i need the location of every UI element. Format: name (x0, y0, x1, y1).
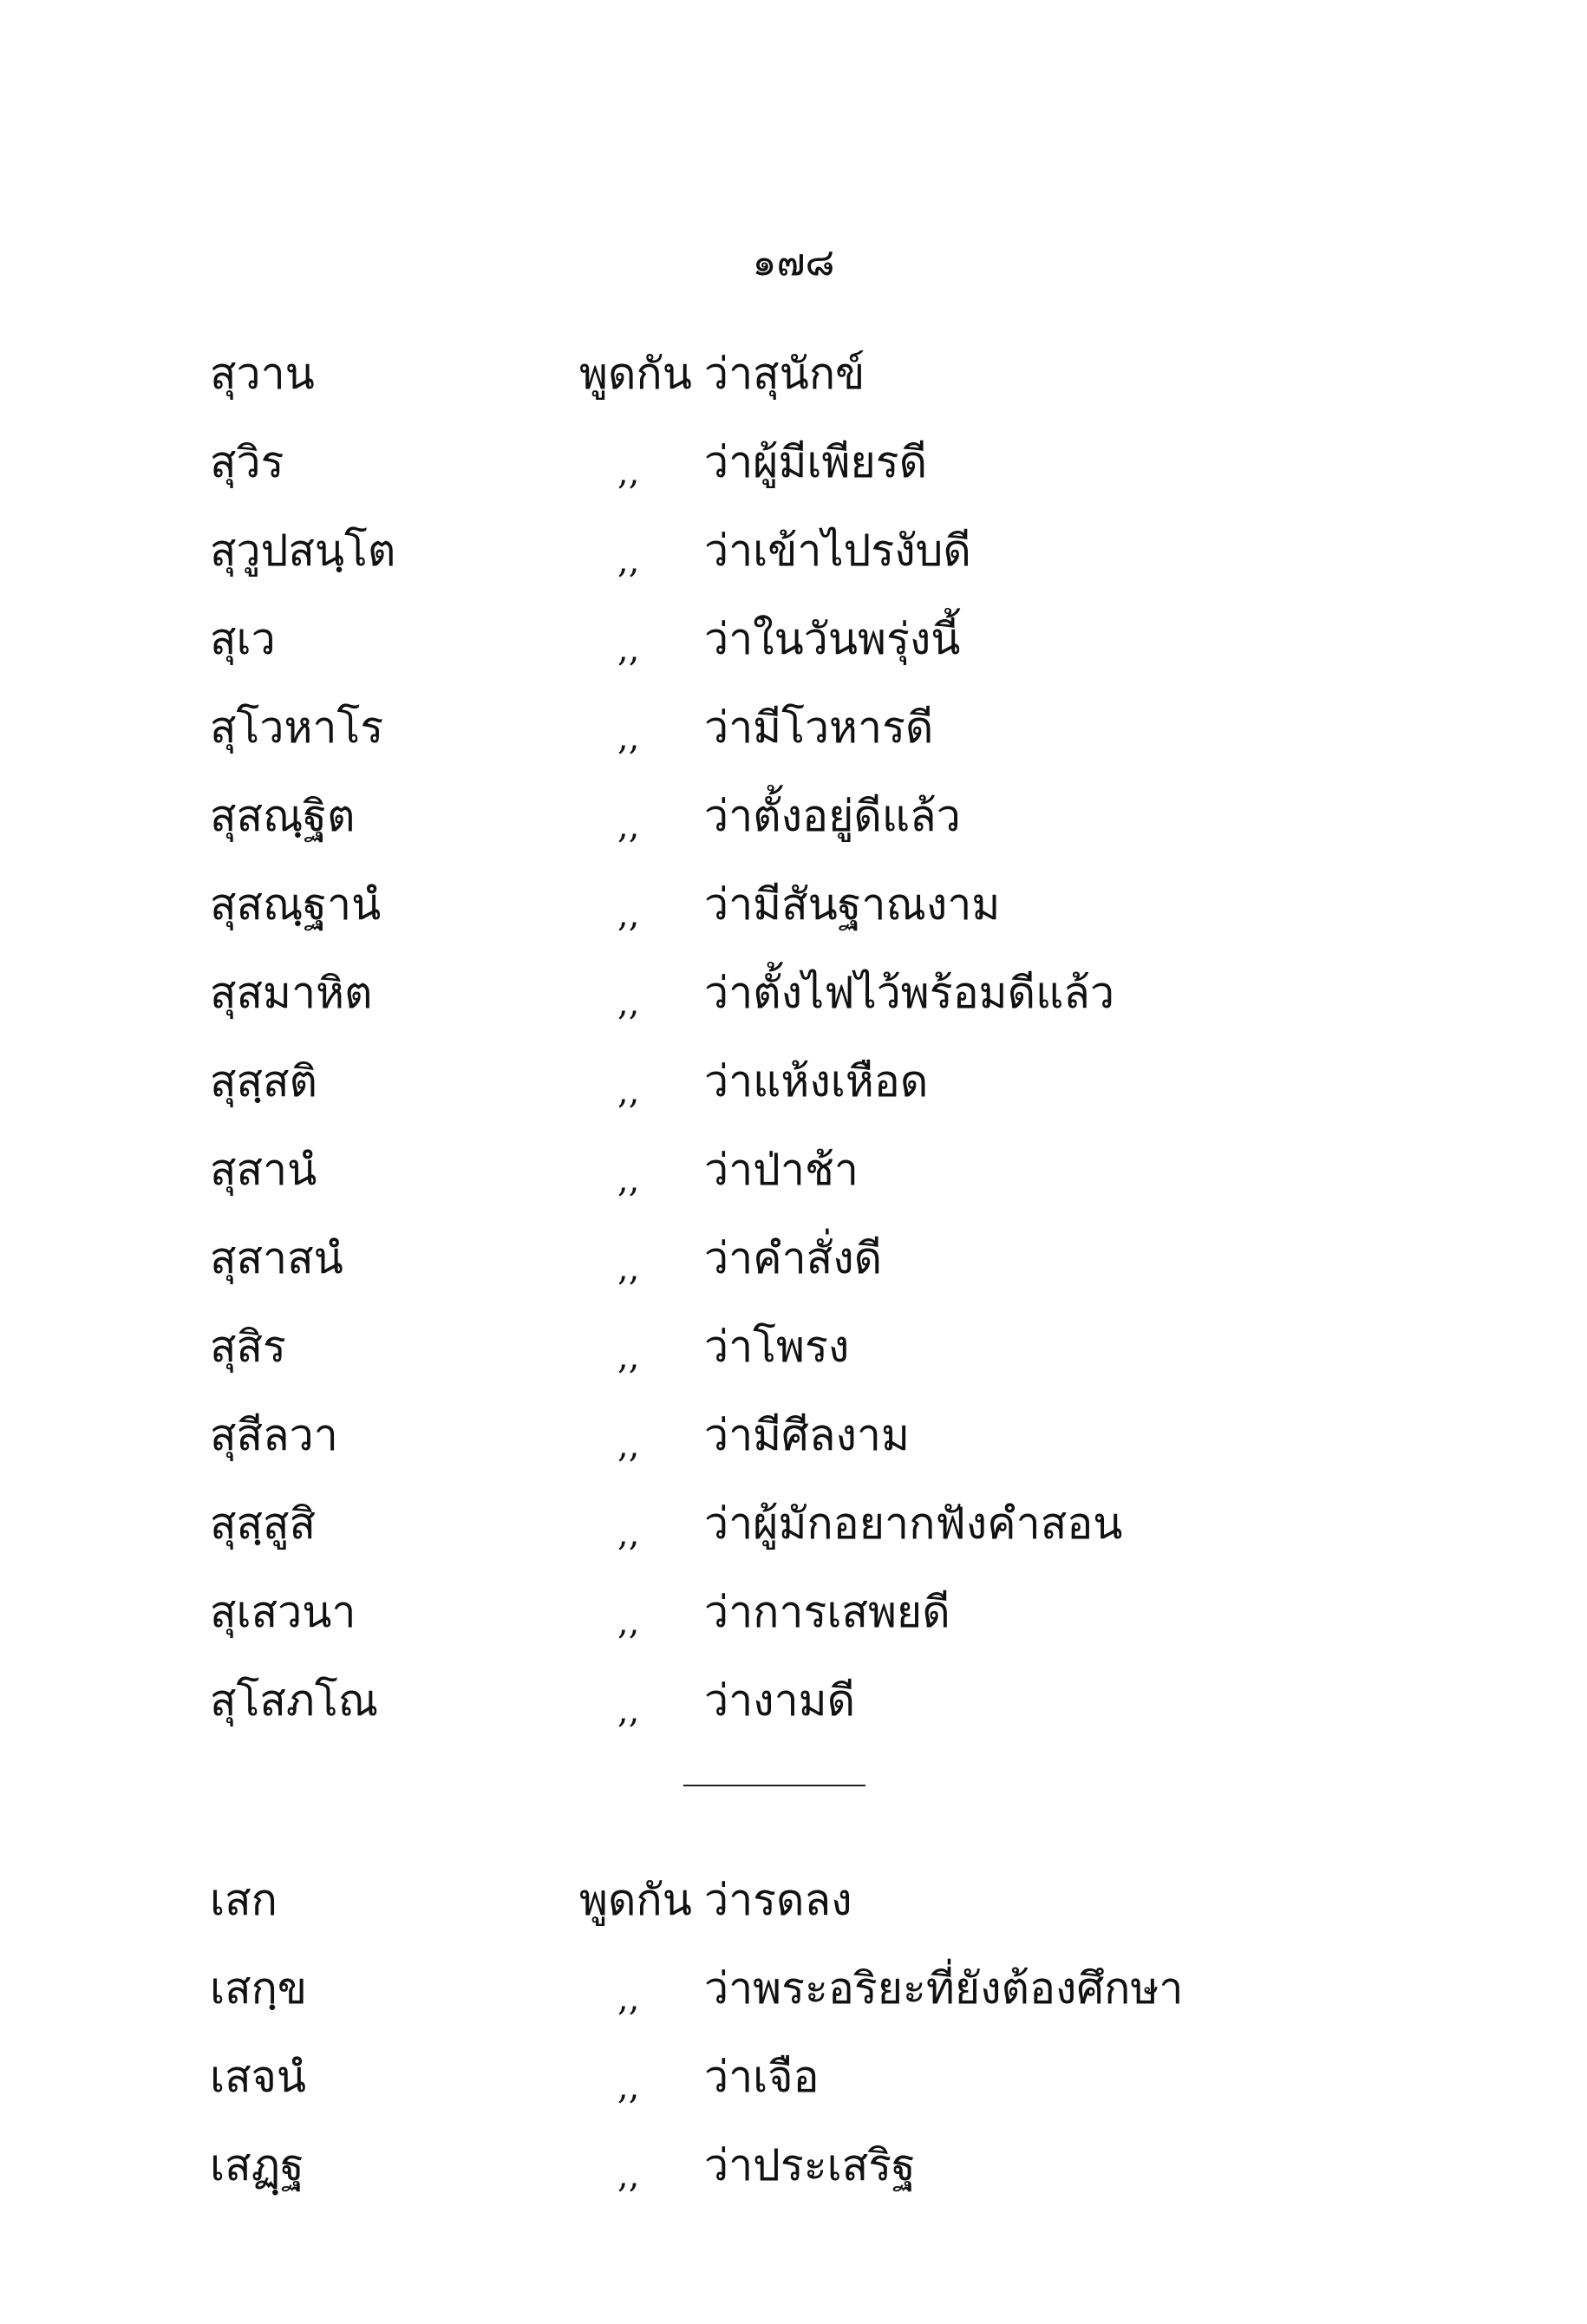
entry-row (0, 506, 1587, 595)
entry-row (0, 772, 1587, 860)
entry-meaning: ว่าพระอริยะที่ยังต้องศึกษา (704, 1963, 1184, 2014)
entry-meaning: ว่าผู้มีเพียรดี (704, 437, 928, 487)
ditto-mark: ,, (617, 2156, 640, 2196)
entry-row (0, 1391, 1587, 1479)
entry-row (0, 1302, 1587, 1391)
entry-meaning: ว่ามีสันฐาณงาม (704, 879, 1001, 930)
entry-meaning: ว่างามดี (704, 1675, 856, 1726)
entry-row (0, 1479, 1587, 1568)
entry-row (0, 1568, 1587, 1656)
entry-row (0, 418, 1587, 506)
ditto-mark: ,, (617, 895, 640, 935)
entry-row (0, 1037, 1587, 1126)
entry-meaning: ว่าตั้งไฟไว้พร้อมดีแล้ว (704, 968, 1115, 1018)
entry-intro: พูดกัน (579, 349, 692, 399)
entry-term: สุสฺสูสิ (210, 1498, 317, 1549)
entry-term: สุวาน (210, 349, 315, 399)
entry-intro: พูดกัน (579, 1875, 692, 1925)
entry-meaning: ว่าโพรง (704, 1322, 850, 1372)
entry-meaning: ว่าป่าช้า (704, 1145, 859, 1195)
ditto-mark: ,, (617, 1514, 640, 1554)
entry-row (0, 860, 1587, 949)
entry-meaning: ว่าเจือ (704, 2052, 820, 2102)
entry-meaning: ว่าการเสพยดี (704, 1587, 950, 1637)
entry-row (0, 1656, 1587, 1745)
entry-term: เสจนํ (210, 2052, 307, 2102)
ditto-mark: ,, (617, 1603, 640, 1642)
entry-term: สุโสภโณ (210, 1675, 379, 1726)
entry-list-se (0, 1856, 1587, 2210)
ditto-mark: ,, (617, 1249, 640, 1289)
entry-term: สุวูปสนฺโต (210, 526, 396, 576)
entry-row (0, 683, 1587, 772)
entry-row (0, 949, 1587, 1037)
entry-meaning: ว่ารดลง (704, 1875, 852, 1925)
page-number: ๑๗๘ (752, 240, 835, 284)
ditto-mark: ,, (617, 1337, 640, 1377)
entry-meaning: ว่าเข้าไปรงับดี (704, 526, 971, 576)
ditto-mark: ,, (617, 1979, 640, 2019)
entry-meaning: ว่ามีศีลงาม (704, 1410, 910, 1460)
entry-term: สุโวหาโร (210, 702, 384, 753)
entry-row (0, 1944, 1587, 2033)
entry-term: สุเว (210, 614, 276, 664)
entry-term: สุสานํ (210, 1145, 317, 1195)
entry-term: สุสฺสติ (210, 1056, 318, 1107)
ditto-mark: ,, (617, 806, 640, 846)
entry-row (0, 1856, 1587, 1944)
ditto-mark: ,, (617, 1426, 640, 1466)
entry-row (0, 1126, 1587, 1214)
ditto-mark: ,, (617, 983, 640, 1023)
entry-meaning: ว่าสุนักข์ (704, 349, 865, 399)
entry-term: สุสมาหิต (210, 968, 373, 1018)
entry-list-su (0, 330, 1587, 1745)
entry-row (0, 330, 1587, 418)
entry-term: สุสณฺฐานํ (210, 879, 382, 930)
entry-meaning: ว่าประเสริฐ (704, 2140, 916, 2190)
ditto-mark: ,, (617, 1691, 640, 1731)
entry-row (0, 2033, 1587, 2121)
ditto-mark: ,, (617, 718, 640, 758)
entry-term: สุวิร (210, 437, 284, 487)
entry-meaning: ว่ามีโวหารดี (704, 702, 934, 753)
entry-meaning: ว่าตั้งอยู่ดีแล้ว (704, 791, 961, 841)
entry-term: สุสาสนํ (210, 1233, 343, 1283)
entry-meaning: ว่าผู้มักอยากฟังคำสอน (704, 1498, 1123, 1549)
entry-term: เสกฺข (210, 1963, 308, 2014)
ditto-mark: ,, (617, 1160, 640, 1200)
entry-row (0, 2121, 1587, 2210)
ditto-mark: ,, (617, 1072, 640, 1112)
entry-term: เสก (210, 1875, 278, 1925)
ditto-mark: ,, (617, 453, 640, 493)
section-divider (683, 1785, 865, 1786)
ditto-mark: ,, (617, 2067, 640, 2107)
entry-term: สุสณฺฐิต (210, 791, 356, 841)
entry-term: สุเสวนา (210, 1587, 356, 1637)
entry-meaning: ว่าคำสั่งดี (704, 1233, 883, 1283)
entry-row (0, 595, 1587, 683)
entry-meaning: ว่าแห้งเหือด (704, 1056, 929, 1107)
entry-term: สุสีลวา (210, 1410, 338, 1460)
ditto-mark: ,, (617, 541, 640, 581)
ditto-mark: ,, (617, 630, 640, 669)
entry-meaning: ว่าในวันพรุ่งนี้ (704, 614, 961, 664)
entry-term: เสฏฺฐ (210, 2140, 304, 2190)
entry-term: สุสิร (210, 1322, 286, 1372)
entry-row (0, 1214, 1587, 1302)
